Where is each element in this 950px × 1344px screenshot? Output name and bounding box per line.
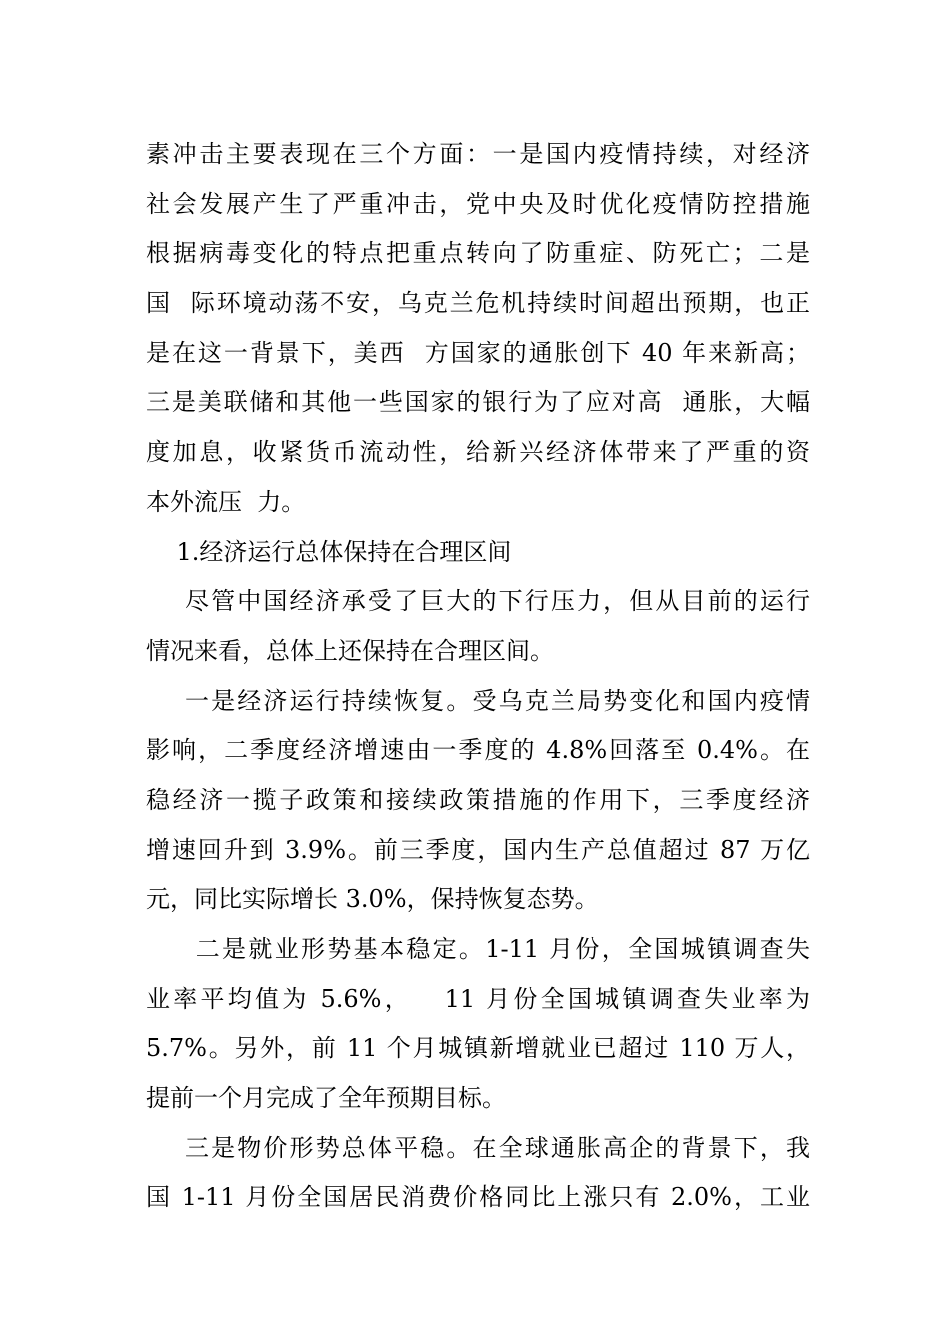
text-line: 尽管中国经济承受了巨大的下行压力，但从目前的运行 <box>146 587 810 616</box>
body-text <box>146 130 810 1223</box>
text-line: 素冲击主要表现在三个方面：一是国内疫情持续，对经济 <box>146 140 810 168</box>
text-line: 二是就业形势基本稳定。1-11 月份，全国城镇调查失 <box>146 935 810 963</box>
section-heading: 1.经济运行总体保持在合理区间 <box>146 537 512 566</box>
text-line: 5.7%。另外，前 11 个月城镇新增就业已超过 110 万人， <box>146 1034 810 1063</box>
text-line: 情况来看，总体上还保持在合理区间。 <box>146 636 554 665</box>
text-line: 增速回升到 3.9%。前三季度，国内生产总值超过 87 万亿 <box>146 835 810 864</box>
text-line: 业率平均值为 5.6%， 11 月份全国城镇调查失业率为 <box>146 984 810 1013</box>
text-line: 影响，二季度经济增速由一季度的 4.8%回落至 0.4%。在 <box>146 736 810 765</box>
text-line: 三是物价形势总体平稳。在全球通胀高企的背景下，我 <box>146 1133 810 1162</box>
text-line: 国 1-11 月份全国居民消费价格同比上涨只有 2.0%，工业 <box>146 1183 810 1212</box>
text-line: 度加息，收紧货币流动性，给新兴经济体带来了严重的资 <box>146 438 810 467</box>
text-line: 本外流压 力。 <box>146 487 306 516</box>
text-line: 一是经济运行持续恢复。受乌克兰局势变化和国内疫情 <box>146 686 810 715</box>
text-line: 三是美联储和其他一些国家的银行为了应对高 通胀，大幅 <box>146 388 810 417</box>
text-line: 国 际环境动荡不安，乌克兰危机持续时间超出预期，也正 <box>146 289 810 318</box>
text-line: 根据病毒变化的特点把重点转向了防重症、防死亡；二是 <box>146 239 810 268</box>
text-line: 社会发展产生了严重冲击，党中央及时优化疫情防控措施 <box>146 189 810 218</box>
text-line: 元，同比实际增长 3.0%，保持恢复态势。 <box>146 885 599 914</box>
text-line: 提前一个月完成了全年预期目标。 <box>146 1084 506 1113</box>
text-line: 是在这一背景下，美西 方国家的通胀创下 40 年来新高； <box>146 338 810 367</box>
text-line: 稳经济一揽子政策和接续政策措施的作用下，三季度经济 <box>146 785 810 814</box>
